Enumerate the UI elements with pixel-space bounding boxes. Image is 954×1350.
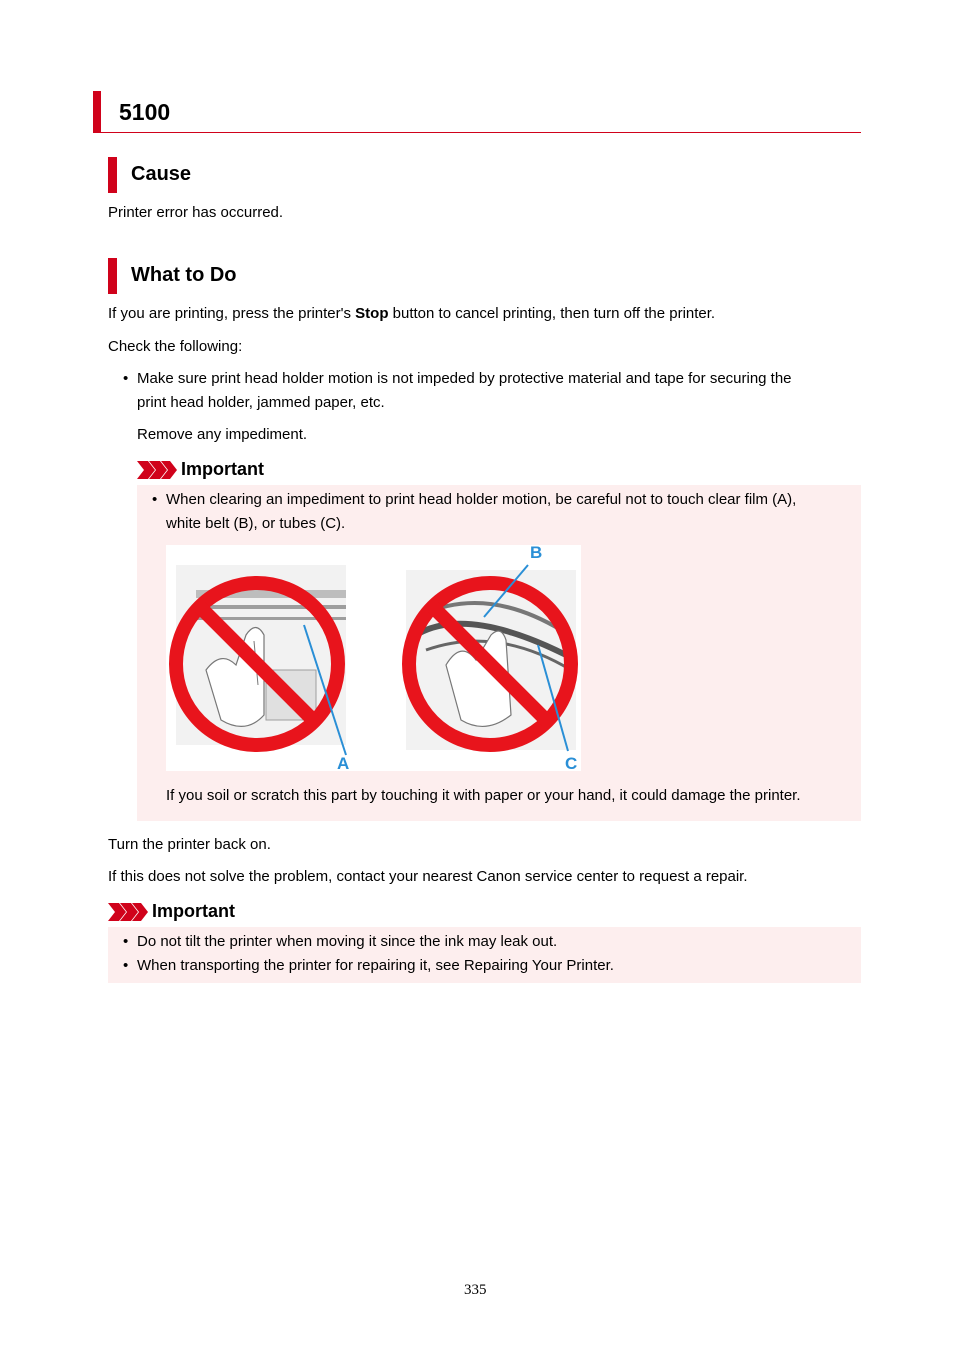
damage-warning-text: If you soil or scratch this part by touching it with paper or your hand, it could damage the printer. xyxy=(166,787,801,804)
turn-on-text: Turn the printer back on. xyxy=(108,836,271,853)
cause-accent-bar xyxy=(108,157,117,193)
what-to-do-intro xyxy=(108,302,715,326)
page-number: 335 xyxy=(464,1282,487,1298)
callout-label-a: A xyxy=(337,754,350,773)
important-chevrons-icon xyxy=(108,903,148,921)
bullet-dot: • xyxy=(152,491,158,508)
intro-text-after: button to cancel printing, then turn off the printer. xyxy=(388,305,716,322)
important-item: When transporting the printer for repairing it, see Repairing Your Printer. xyxy=(137,957,614,974)
what-to-do-heading: What to Do xyxy=(131,264,237,286)
bullet-text-line2: print head holder, jammed paper, etc. xyxy=(137,394,385,411)
callout-label-b: B xyxy=(530,543,543,562)
important-bullet-line2: white belt (B), or tubes (C). xyxy=(166,515,346,532)
bullet-dot: • xyxy=(123,370,129,387)
contact-service-text: If this does not solve the problem, contact your nearest Canon service center to request a repair. xyxy=(108,868,748,885)
bullet-dot: • xyxy=(123,933,129,950)
remove-impediment-text: Remove any impediment. xyxy=(137,426,308,443)
important-item: Do not tilt the printer when moving it since the ink may leak out. xyxy=(137,933,558,950)
important-label: Important xyxy=(181,459,264,479)
important-chevrons-icon xyxy=(137,461,177,479)
cause-text: Printer error has occurred. xyxy=(108,204,284,221)
page-title: 5100 xyxy=(119,99,171,125)
important-label: Important xyxy=(152,901,235,921)
check-following-text: Check the following: xyxy=(108,338,243,355)
bullet-dot: • xyxy=(123,957,129,974)
bullet-text-line1: Make sure print head holder motion is not impeded by protective material and tape for securing the xyxy=(137,370,792,387)
what-to-do-accent-bar xyxy=(108,258,117,294)
stop-button-name: Stop xyxy=(355,305,389,322)
do-not-touch-illustration xyxy=(166,545,581,771)
cause-heading: Cause xyxy=(131,163,192,185)
title-underline xyxy=(101,132,861,133)
important-bullet-line1: When clearing an impediment to print head holder motion, be careful not to touch clear film (A), xyxy=(166,491,797,508)
callout-label-c: C xyxy=(565,754,578,773)
title-accent-bar xyxy=(93,91,101,133)
intro-text-before: If you are printing, press the printer's xyxy=(108,305,356,322)
